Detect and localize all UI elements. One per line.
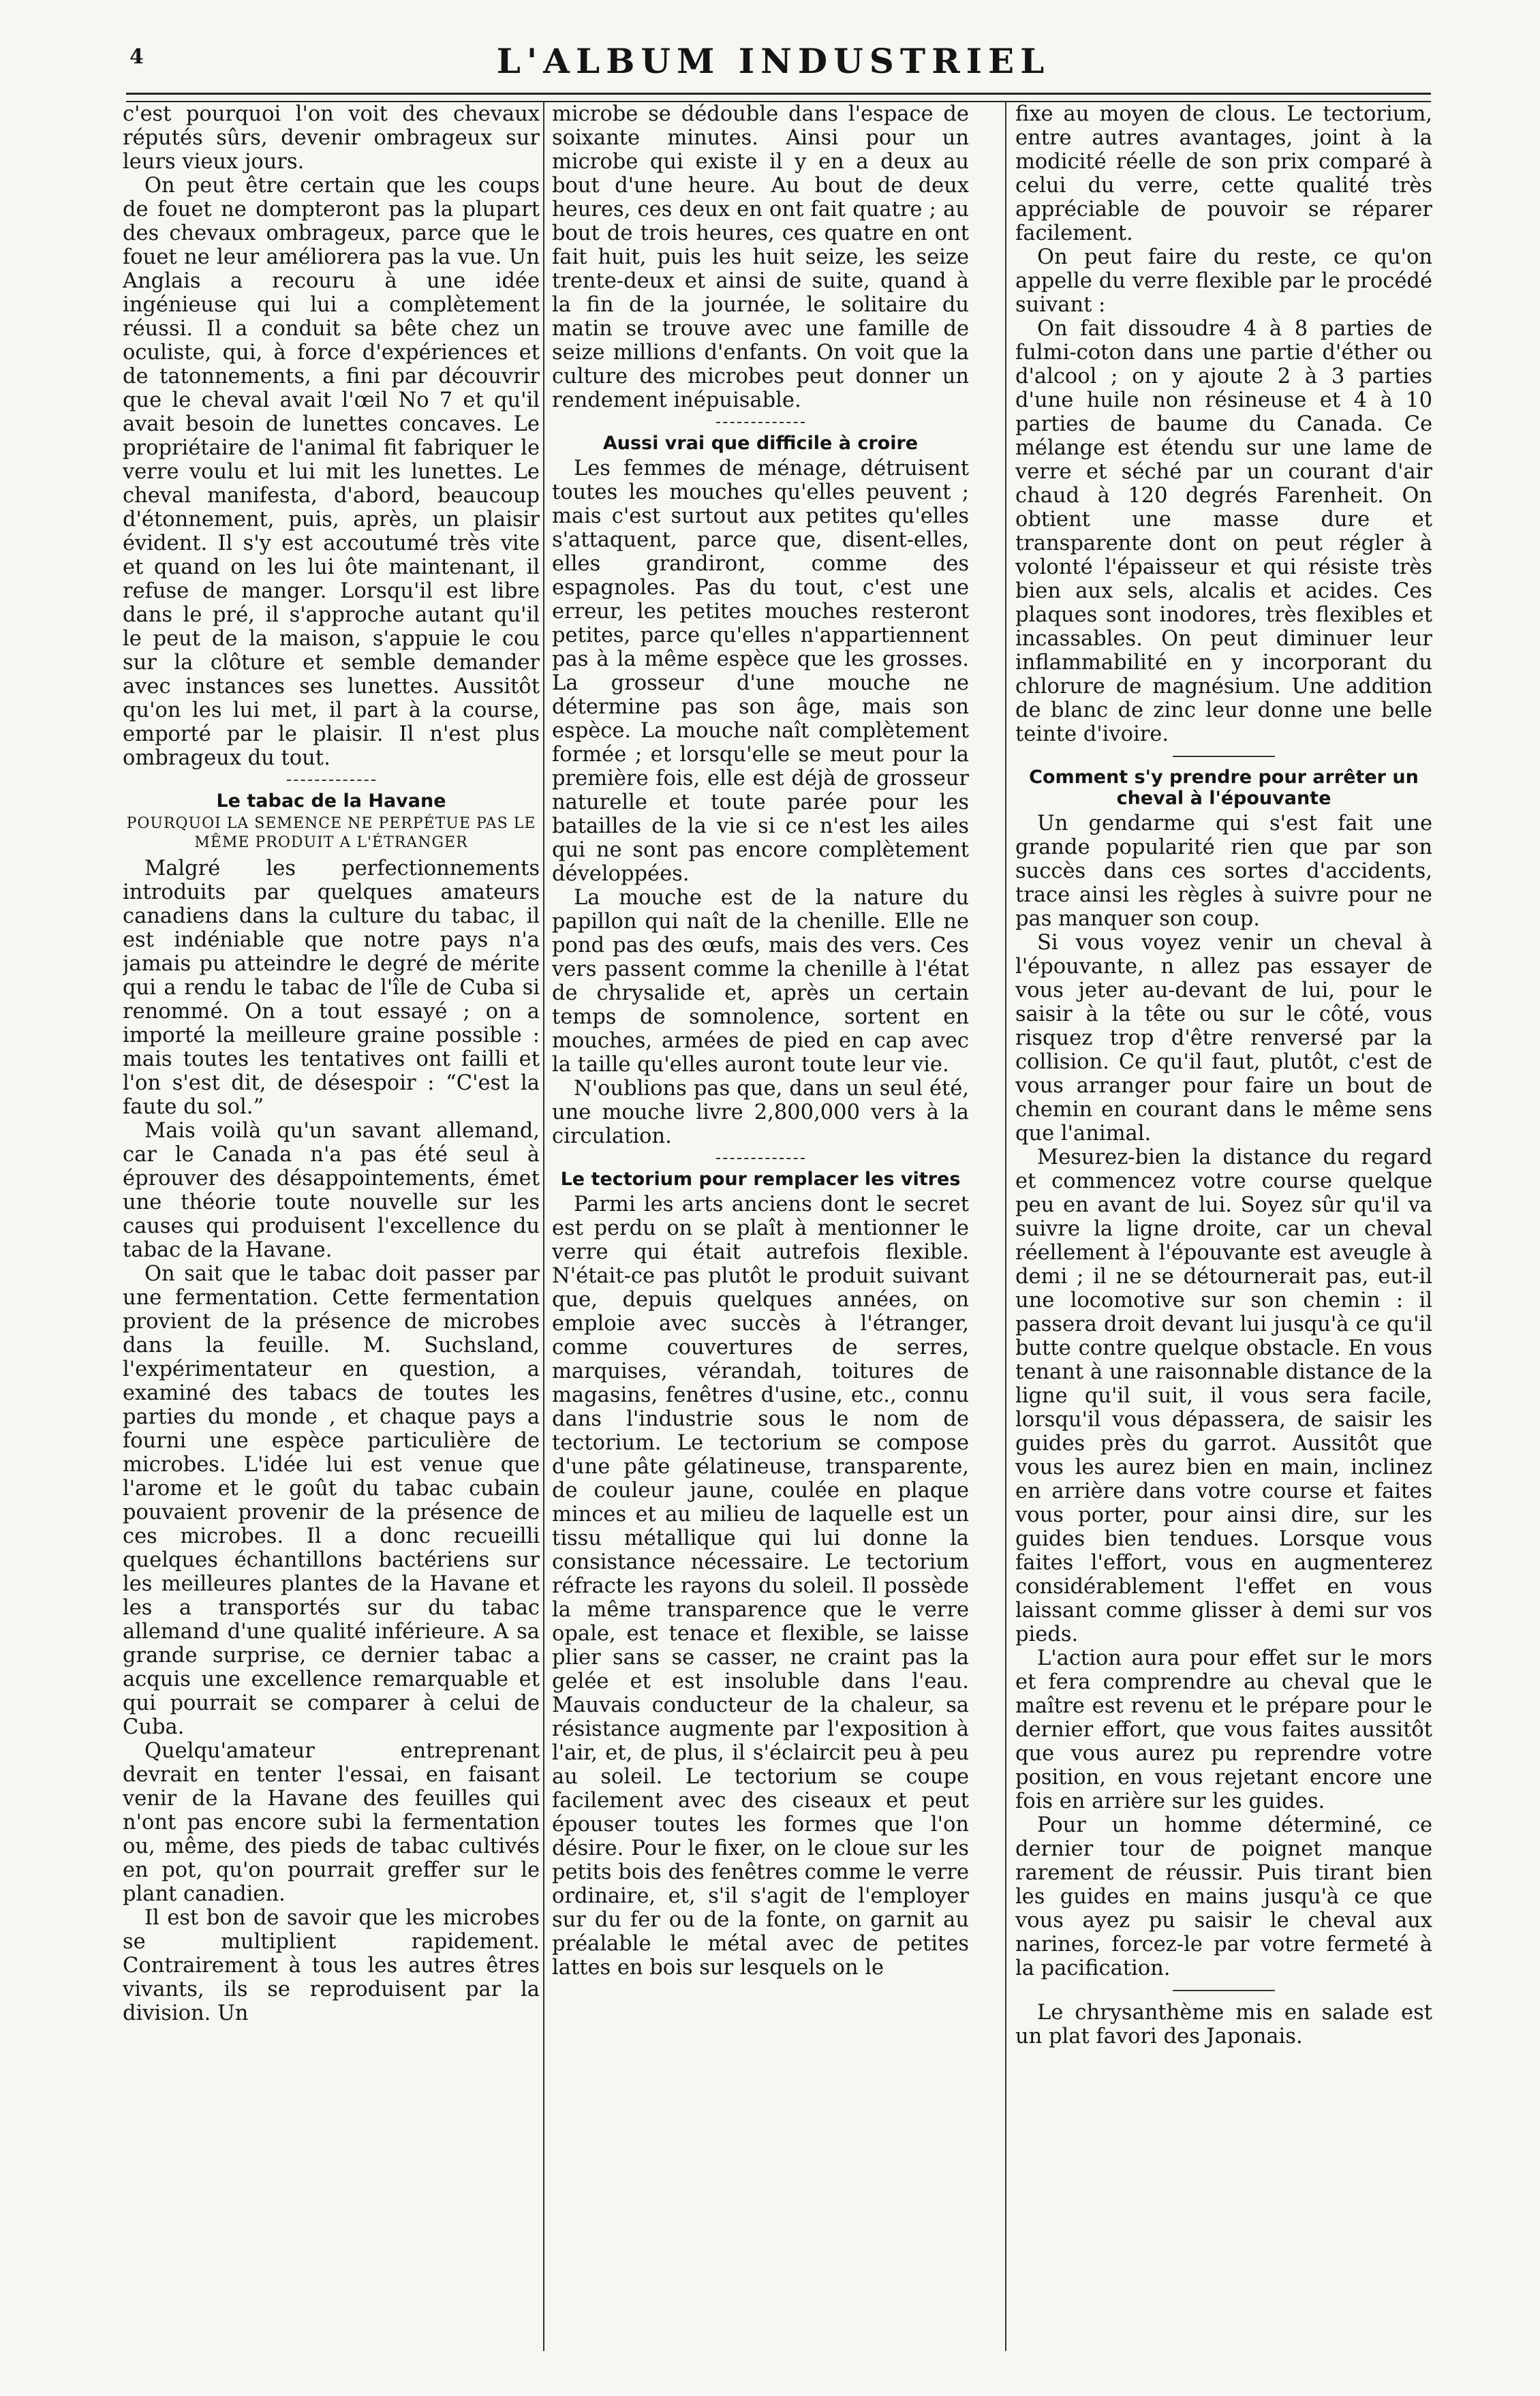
paragraph: Quelqu'amateur entreprenant devrait en tenter l'essai, en faisant venir de la Havane des feuilles qui n'ont pas encore subi la fermentation ou, même, des pieds de tabac cultivés en pot, qu'on pourrait greffer sur le plant canadien. (123, 1739, 540, 1906)
paragraph: Si vous voyez venir un cheval à l'épouvante, n allez pas essayer de vous jeter au-devant de lui, pour le saisir à la tête ou sur le côté, vous risquez trop d'être renversé par la collision. Ce qu'il faut, plutôt, c'est de vous arranger pour faire un bout de chemin en courant dans le même sens que l'animal. (1015, 931, 1432, 1146)
page-header (116, 41, 1431, 89)
article-separator (1173, 756, 1275, 757)
paragraph: Parmi les arts anciens dont le secret est perdu on se plaît à mentionner le verre qui était autrefois flexible. N'était-ce pas plutôt le produit suivant que, depuis quelques années, on emploie avec succès à l'étranger, comme couvertures de serres, marquises, vérandah, toitures de magasins, fenêtres d'usine, etc., connu dans l'industrie sous le nom de tectorium. Le tectorium se compose d'une pâte gélatineuse, transparente, de couleur jaune, coulée en plaque minces et au milieu de laquelle est un tissu métallique qui lui donne la consistance nécessaire. Le tectorium réfracte les rayons du soleil. Il possède la même transparence que le verre opale, est tenace et flexible, se laisse plier sans se casser, ne craint pas la gelée et est insoluble dans l'eau. Mauvais conducteur de la chaleur, sa résistance augmente par l'exposition à l'air, et, de plus, il s'éclaircit peu à peu au soleil. Le tectorium se coupe facilement avec des ciseaux et peut épouser toutes les formes que l'on désire. Pour le fixer, on le cloue sur les petits bois des fenêtres comme le verre ordinaire, et, s'il s'agit de l'employer sur du fer ou de la fonte, on garnit au préalable le métal avec de petites lattes en bois sur lesquels on le (552, 1193, 969, 1980)
paragraph: Mais voilà qu'un savant allemand, car le Canada n'a pas été seul à éprouver des désappointements, émet une théorie toute nouvelle sur les causes qui produisent l'excellence du tabac de la Havane. (123, 1119, 540, 1262)
paragraph: N'oublions pas que, dans un seul été, une mouche livre 2,800,000 vers à la circulation. (552, 1077, 969, 1148)
page-number: 4 (129, 45, 144, 69)
paragraph: Pour un homme déterminé, ce dernier tour de poignet manque rarement de réussir. Puis tirant bien les guides en mains jusqu'à ce que vous ayez pu saisir le cheval aux narines, forcez-le par votre fermeté à la pacification. (1015, 1813, 1432, 1980)
article-heading: Comment s'y prendre pour arrêter un cheval à l'épouvante (1029, 767, 1419, 809)
paragraph: Un gendarme qui s'est fait une grande popularité rien que par son succès dans ces sortes d'accidents, trace ainsi les règles à suivre pour ne pas manquer son coup. (1015, 812, 1432, 931)
header-rule (126, 93, 1431, 102)
article-separator (287, 780, 375, 781)
paragraph: microbe se dédouble dans l'espace de soixante minutes. Ainsi pour un microbe qui existe il y en a deux au bout d'une heure. Au bout de deux heures, ces deux en ont fait quatre ; au bout de trois heures, ces quatre en ont fait huit, puis les huit seize, les seize trente-deux et ainsi de suite, quand à la fin de la journée, le solitaire du matin se trouve avec une famille de seize millions d'enfants. On voit que la culture des microbes peut donner un rendement inépuisable. (552, 102, 969, 412)
paragraph: Les femmes de ménage, détruisent toutes les mouches qu'elles peuvent ; mais c'est surtout aux petites qu'elles s'attaquent, parce que, disent-elles, elles grandiront, comme des espagnoles. Pas du tout, c'est une erreur, les petites mouches resteront petites, parce qu'elles n'appartiennent pas à la même espèce que les grosses. La grosseur d'une mouche ne détermine pas son âge, mais son espèce. La mouche naît complètement formée ; et lorsqu'elle se meut pour la première fois, elle est déjà de grosseur naturelle et toute parée pour les batailles de la vie si ce n'est les ailes qui ne sont pas encore complètement développées. (552, 457, 969, 886)
paragraph: On fait dissoudre 4 à 8 parties de fulmi-coton dans une partie d'éther ou d'alcool ; on y ajoute 2 à 3 parties d'une huile non résineuse et 4 à 10 parties de baume du Canada. Ce mélange est étendu sur une lame de verre et séché par un courant d'air chaud à 120 degrés Farenheit. On obtient une masse dure et transparente dont on peut régler à volonté l'épaisseur et qui résiste très bien aux sels, alcalis et acides. Ces plaques sont inodores, très flexibles et incassables. On peut diminuer leur inflammabilité en y incorporant du chlorure de magnésium. Une addition de blanc de zinc leur donne une belle teinte d'ivoire. (1015, 317, 1432, 746)
column-divider (1005, 102, 1006, 2351)
paragraph: Malgré les perfectionnements introduits par quelques amateurs canadiens dans la culture du tabac, il est indéniable que notre pays n'a jamais pu atteindre le degré de mérite qui a rendu le tabac de l'île de Cuba si renommé. On a tout essayé ; on a importé la meilleure graine possible : mais toutes les tentatives ont failli et l'on s'est dit, de désespoir : “C'est la faute du sol.” (123, 857, 540, 1119)
paragraph: Le chrysanthème mis en salade est un plat favori des Japonais. (1015, 2001, 1432, 2048)
article-separator (716, 1158, 805, 1159)
column-1 (123, 102, 540, 2371)
paragraph: Mesurez-bien la distance du regard et commencez votre course quelque peu en avant de lui. Soyez sûr qu'il va suivre la ligne droite, car un cheval réellement à l'épouvante est aveugle à demi ; il ne se détournerait pas, eut-il une locomotive sur son chemin : il passera droit devant lui jusqu'à ce qu'il butte contre quelque obstacle. En vous tenant à une raisonnable distance de la ligne qu'il suit, il vous sera facile, lorsqu'il vous dépassera, de saisir les guides près du garrot. Aussitôt que vous les aurez bien en main, inclinez en arrière dans votre course et faites vous porter, pour ainsi dire, sur les guides bien tendues. Lorsque vous faites l'effort, vous en augmenterez considérablement l'effet en vous laissant comme glisser à demi sur vos pieds. (1015, 1146, 1432, 1646)
paragraph: La mouche est de la nature du papillon qui naît de la chenille. Elle ne pond pas des œufs, mais des vers. Ces vers passent comme la chenille à l'état de chrysalide et, après un certain temps de somnolence, sortent en mouches, armées de pied en cap avec la taille qu'elles auront toute leur vie. (552, 886, 969, 1077)
paragraph: L'action aura pour effet sur le mors et fera comprendre au cheval que le maître est revenu et le prépare pour le dernier effort, que vous faites aussitôt que vous aurez pu reprendre votre position, en vous rejetant encore une fois en arrière sur les guides. (1015, 1646, 1432, 1813)
article-heading: Le tectorium pour remplacer les vitres (560, 1169, 961, 1190)
column-3 (1015, 102, 1432, 2371)
article-separator (716, 422, 805, 423)
paragraph: fixe au moyen de clous. Le tectorium, entre autres avantages, joint à la modicité réelle de son prix comparé à celui du verre, cette qualité très appréciable de pouvoir se réparer facilement. (1015, 102, 1432, 245)
paragraph: c'est pourquoi l'on voit des chevaux réputés sûrs, devenir ombrageux sur leurs vieux jours. (123, 102, 540, 174)
article-heading: Le tabac de la Havane (216, 790, 446, 812)
paragraph: On peut faire du reste, ce qu'on appelle du verre flexible par le procédé suivant : (1015, 245, 1432, 317)
paragraph: On peut être certain que les coups de fouet ne dompteront pas la plupart des chevaux ombrageux, parce que le fouet ne leur améliorera pas la vue. Un Anglais a recouru à une idée ingénieuse qui lui a complètement réussi. Il a conduit sa bête chez un oculiste, qui, à force d'expériences et de tatonnements, a fini par découvrir que le cheval avait l'œil No 7 et qu'il avait besoin de lunettes concaves. Le propriétaire de l'animal fit fabriquer le verre voulu et lui mit les lunettes. Le cheval manifesta, d'abord, beaucoup d'étonnement, puis, après, un plaisir évident. Il s'y est accoutumé très vite et quand on les lui ôte maintenant, il refuse de manger. Lorsqu'il est libre dans le pré, il s'approche autant qu'il le peut de la maison, s'appuie le cou sur la clôture et semble demander avec instances ses lunettes. Aussitôt qu'on les lui met, il part à la course, emporté par le plaisir. Il n'est plus ombrageux du tout. (123, 174, 540, 770)
article-subheading: POURQUOI LA SEMENCE NE PERPÉTUE PAS LE MÊME PRODUIT A L'ÉTRANGER (126, 815, 536, 851)
article-separator (1173, 1990, 1275, 1991)
column-2 (552, 102, 969, 2371)
paragraph: On sait que le tabac doit passer par une fermentation. Cette fermentation provient de la présence de microbes dans la feuille. M. Suchsland, l'expérimentateur en question, a examiné des tabacs de toutes les parties du monde , et chaque pays a fourni une espèce particulière de microbes. L'idée lui est venue que l'arome et le goût du tabac cubain pouvaient provenir de la présence de ces microbes. Il a donc recueilli quelques échantillons bactériens sur les meilleures plantes de la Havane et les a transportés sur du tabac allemand d'une qualité inférieure. A sa grande surprise, ce dernier tabac a acquis une excellence remarquable et qui pourrait se comparer à celui de Cuba. (123, 1262, 540, 1739)
paragraph: Il est bon de savoir que les microbes se multiplient rapidement. Contrairement à tous les autres êtres vivants, ils se reproduisent par la division. Un (123, 1906, 540, 2025)
masthead-title: L'ALBUM INDUSTRIEL (496, 41, 1051, 81)
article-heading: Aussi vrai que difficile à croire (602, 433, 919, 454)
column-divider (543, 102, 544, 2351)
